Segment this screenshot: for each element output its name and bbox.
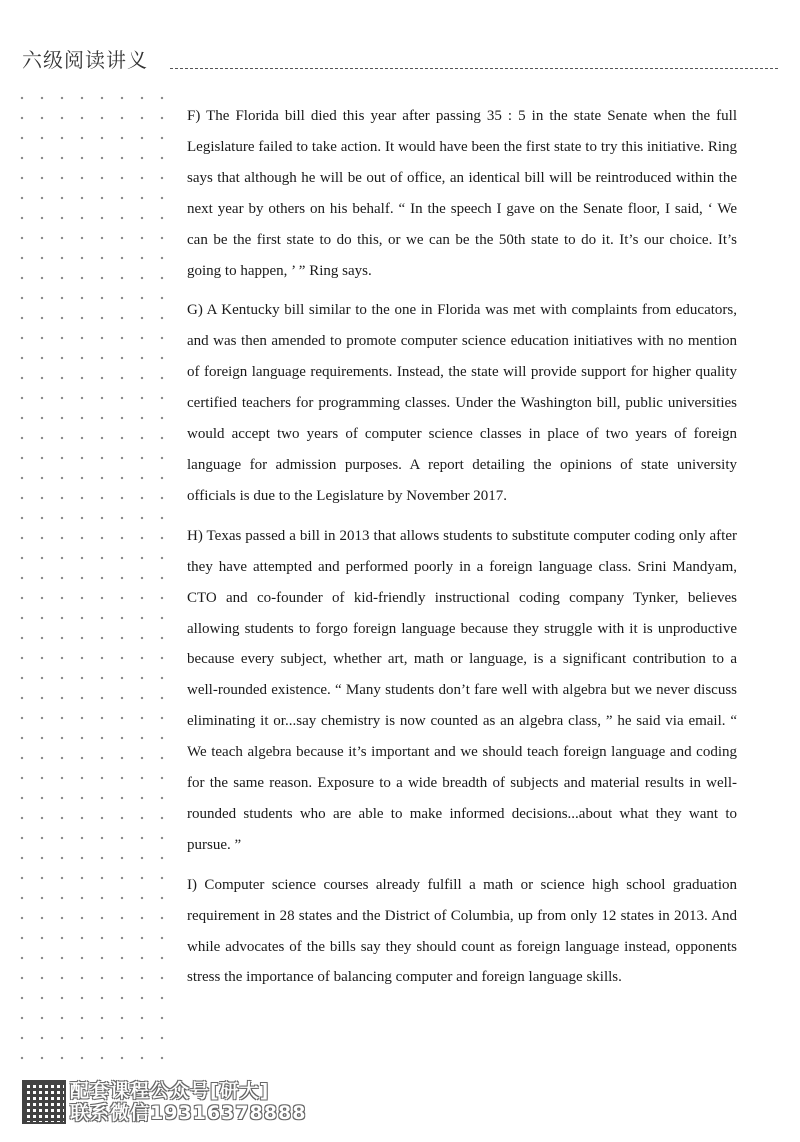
paragraph-f: F) The Florida bill died this year after passing 35 : 5 in the state Senate when the full Legislature failed to take action. It would have been the first state to try this initiative. Ring says that although he will be out of office, an identical bill will be reintroduced within the next year by others on his behalf. “ In the speech I gave on the Senate floor, I said, ‘ We can be the first state to do this, or we can be the 50th state to do it. It’s our choice. It’s going to happen, ’ ” Ring says. [187,108,737,279]
promo-line-1: 配套课程公众号[研大] [70,1080,270,1102]
article-body [187,101,737,1002]
header-divider [170,68,778,69]
paragraph-i: I) Computer science courses already fulfill a math or science high school graduation requirement in 28 states and the District of Columbia, up from only 12 states in 2013. And while advocates of the bills say they should count as foreign language instead, opponents stress the importance of balancing computer and foreign language skills. [187,876,737,986]
qr-code-icon [22,1080,66,1124]
page-header-title: 六级阅读讲义 [22,48,148,72]
promo-watermark [70,1080,320,1124]
dot-grid-margin [12,88,172,1074]
paragraph-h: H) Texas passed a bill in 2013 that allows students to substitute computer coding only after they have attempted and performed poorly in a foreign language class. Srini Mandyam, CTO and co-founder of kid-friendly instructional coding company Tynker, believes allowing students to forgo foreign language because they struggle with it is unproductive because every subject, whether art, math or language, is a significant contribution to a well-rounded existence. “ Many students don’t fare well with algebra but we never discuss eliminating it or...say chemistry is now counted as an algebra class, ” he said via email. “ We teach algebra because it’s important and we should teach foreign language and coding for the same reason. Exposure to a wide breadth of subjects and material results in well-rounded students who are able to make informed decisions...about what they want to pursue. ” [187,527,737,853]
paragraph-g: G) A Kentucky bill similar to the one in Florida was met with complaints from educators, and was then amended to promote computer science education initiatives with no mention of foreign language requirements. Instead, the state will provide support for higher quality certified teachers for programming classes. Under the Washington bill, public universities would accept two years of computer science classes in place of two years of foreign language for admission purposes. A report detailing the opinions of state university officials is due to the Legislature by November 2017. [187,302,737,504]
promo-line-2: 联系微信19316378888 [70,1102,307,1124]
